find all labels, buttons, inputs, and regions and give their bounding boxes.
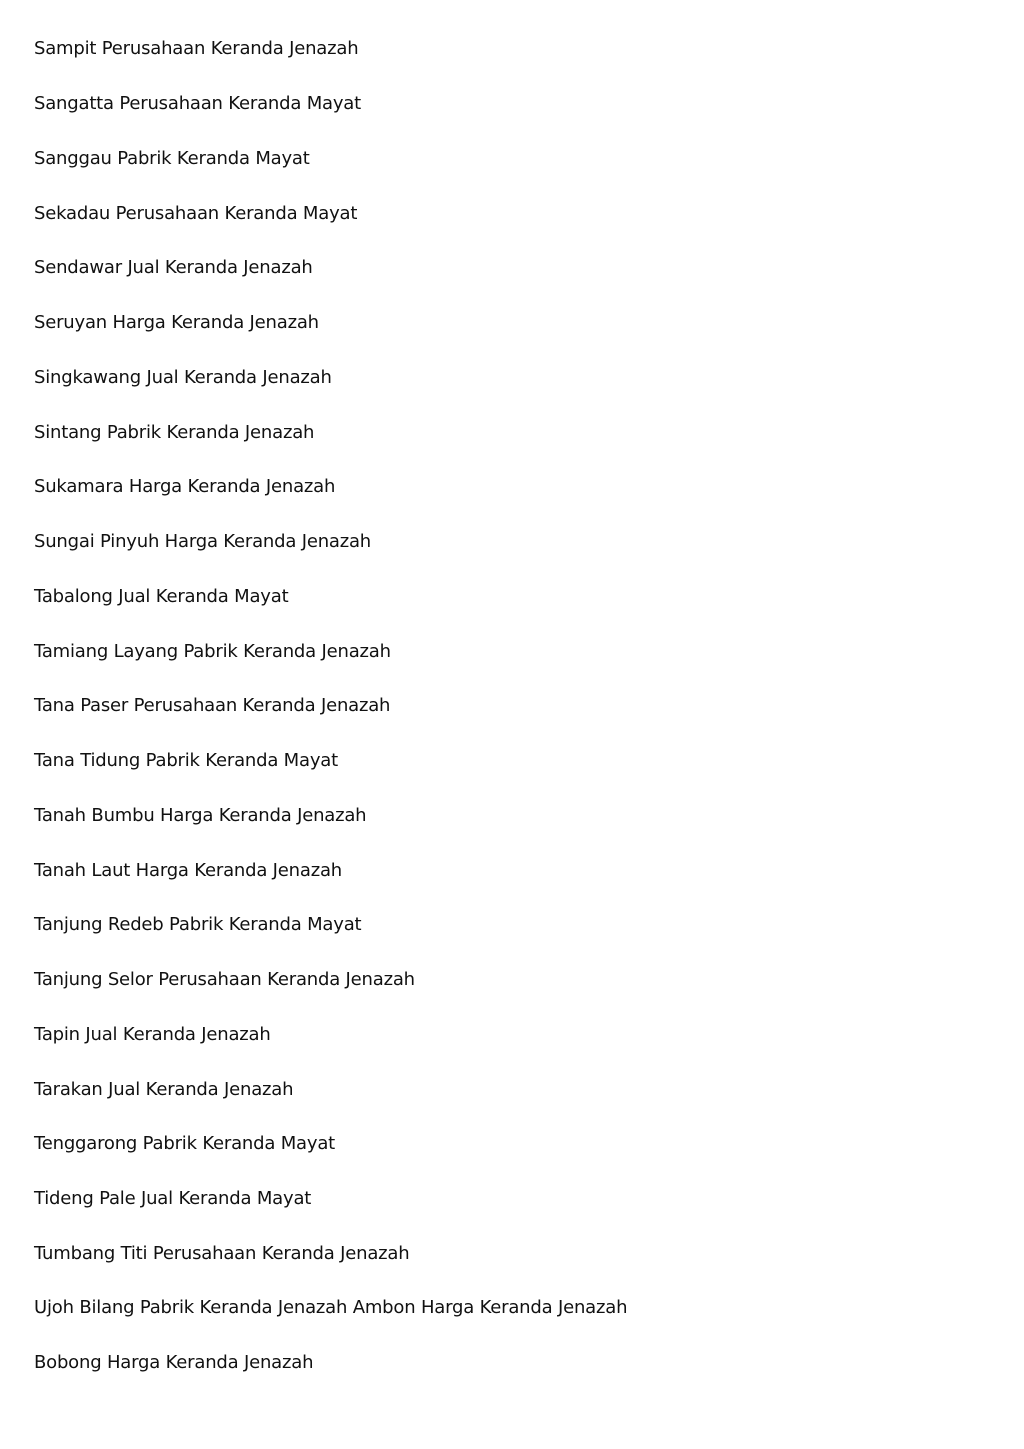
text-line: Tana Tidung Pabrik Keranda Mayat: [34, 750, 338, 771]
text-line: Tanah Bumbu Harga Keranda Jenazah: [34, 805, 367, 826]
text-line: Tamiang Layang Pabrik Keranda Jenazah: [34, 641, 391, 662]
text-line: Singkawang Jual Keranda Jenazah: [34, 367, 332, 388]
text-line: Tabalong Jual Keranda Mayat: [34, 586, 289, 607]
text-line: Tenggarong Pabrik Keranda Mayat: [34, 1133, 336, 1154]
text-line: Seruyan Harga Keranda Jenazah: [34, 312, 319, 333]
text-line: Sampit Perusahaan Keranda Jenazah: [34, 38, 359, 59]
text-line: Sanggau Pabrik Keranda Mayat: [34, 148, 310, 169]
text-line: Tanjung Selor Perusahaan Keranda Jenazah: [34, 969, 415, 990]
text-line: Tanah Laut Harga Keranda Jenazah: [34, 860, 342, 881]
text-line: Sekadau Perusahaan Keranda Mayat: [34, 203, 358, 224]
text-line: Sendawar Jual Keranda Jenazah: [34, 257, 313, 278]
text-line: Ujoh Bilang Pabrik Keranda Jenazah Ambon Harga Keranda Jenazah: [34, 1297, 628, 1318]
text-line: Sintang Pabrik Keranda Jenazah: [34, 422, 315, 443]
text-line: Sangatta Perusahaan Keranda Mayat: [34, 93, 361, 114]
text-line: Sukamara Harga Keranda Jenazah: [34, 476, 336, 497]
text-line: Sungai Pinyuh Harga Keranda Jenazah: [34, 531, 372, 552]
text-line: Tumbang Titi Perusahaan Keranda Jenazah: [34, 1243, 410, 1264]
text-line: Tideng Pale Jual Keranda Mayat: [34, 1188, 312, 1209]
text-line: Tarakan Jual Keranda Jenazah: [34, 1079, 294, 1100]
text-line: Tanjung Redeb Pabrik Keranda Mayat: [34, 914, 362, 935]
text-line: Bobong Harga Keranda Jenazah: [34, 1352, 314, 1373]
text-line: Tana Paser Perusahaan Keranda Jenazah: [34, 695, 391, 716]
text-line: Tapin Jual Keranda Jenazah: [34, 1024, 271, 1045]
